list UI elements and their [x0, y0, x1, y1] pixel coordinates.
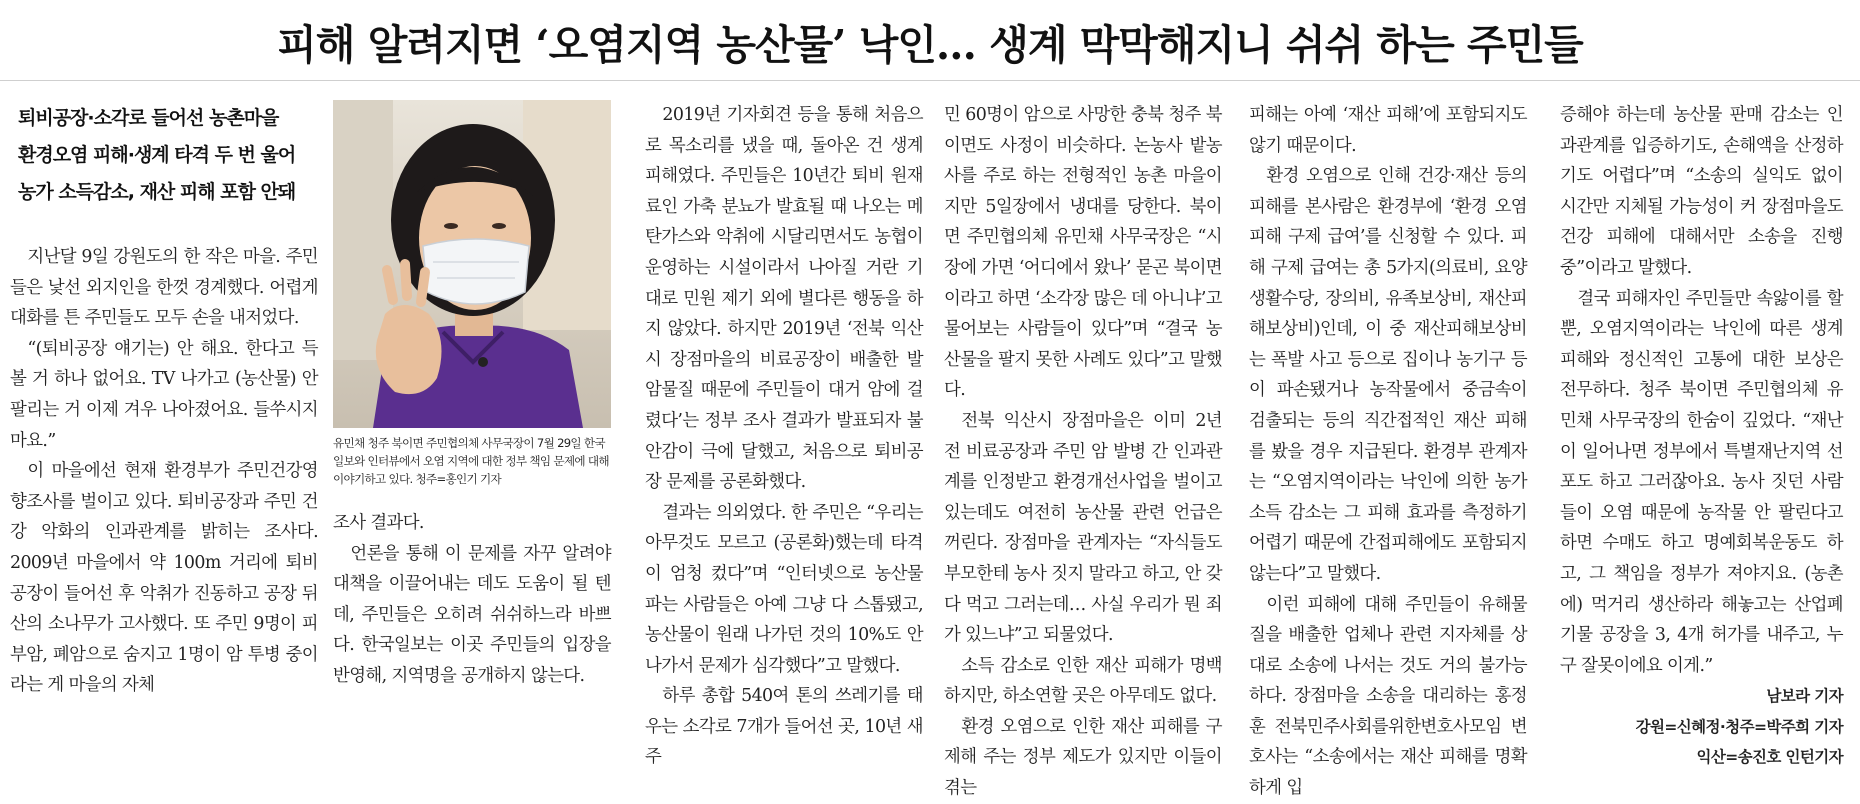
paragraph: 지난달 9일 강원도의 한 작은 마을. 주민들은 낯선 외지인을 한껏 경계했다. 어렵게 대화를 튼 주민들도 모두 손을 내저었다.	[10, 247, 318, 329]
paragraph: 이 마을에선 현재 환경부가 주민건강영향조사를 벌이고 있다. 퇴비공장과 주민 건강 악화의 인과관계를 밝히는 조사다. 2009년 마을에서 약 100m 거리에 퇴비공장이 들어선 후 악취가 진동하고 공장 뒤 산의 소나무가 고사했다. 또 주민 9명이 피부암, 폐암으로 숨지고 1명이 암 투병 중이라는 게 마을의 자체	[10, 461, 318, 696]
paragraph: 전북 익산시 장점마을은 이미 2년 전 비료공장과 주민 암 발병 간 인과관계를 인정받고 환경개선사업을 벌이고 있는데도 여전히 농산물 관련 언급은 꺼린다. 장점마을 관계자는 “자식들도 부모한테 농사 짓지 말라고 하고, 안 갖다 먹고 그러는데… 사실 우리가 뭔 죄가 있느냐”고 되물었다.	[944, 410, 1222, 646]
byline-line: 강원=신혜정·청주=박주희 기자	[1635, 717, 1843, 736]
subheadline-line: 농가 소득감소, 재산 피해 포함 안돼	[18, 181, 296, 203]
headline: 피해 알려지면 ‘오염지역 농산물’ 낙인… 생계 막막해지니 쉬쉬 하는 주민들	[277, 21, 1583, 69]
byline-line: 남보라 기자	[1766, 687, 1843, 706]
paragraph: 민 60명이 암으로 사망한 충북 청주 북이면도 사정이 비슷하다. 논농사 밭농사를 주로 하는 전형적인 농촌 마을이지만 5일장에서 냉대를 당한다. 북이면 주민협의체 유민채 사무국장은 “시장에 가면 ‘어디에서 왔나’ 묻곤 북이면이라고 하면 ‘소각장 많은 데 아니냐’고 물어보는 사람들이 있다”며 “결국 농산물을 팔지 못한 사례도 있다”고 말했다.	[944, 105, 1222, 401]
header-rule	[0, 80, 1860, 81]
interview-photo	[333, 100, 611, 428]
paragraph: 소득 감소로 인한 재산 피해가 명백하지만, 하소연할 곳은 아무데도 없다.	[944, 655, 1222, 707]
woman-portrait-image	[333, 100, 611, 428]
paragraph: 조사 결과다.	[333, 513, 424, 533]
article-column-3	[645, 100, 923, 773]
paragraph: 이런 피해에 대해 주민들이 유해물질을 배출한 업체나 관련 지자체를 상대로 소송에 나서는 것도 거의 불가능하다. 장점마을 소송을 대리하는 홍정훈 전북민주사회를위한변호사모임 변호사는 “소송에서는 재산 피해를 명확하게 입	[1249, 594, 1527, 799]
article-column-5	[1249, 100, 1527, 804]
paragraph: 환경 오염으로 인한 재산 피해를 구제해 주는 정부 제도가 있지만 이들이 겪는	[944, 716, 1222, 799]
paragraph: 증해야 하는데 농산물 판매 감소는 인과관계를 입증하기도, 손해액을 산정하기도 어렵다”며 “소송의 실익도 없이 시간만 지체될 가능성이 커 장점마을도 건강 피해에 대해서만 소송을 진행 중”이라고 말했다.	[1560, 105, 1843, 278]
byline	[1560, 681, 1843, 773]
paragraph: 피해는 아예 ‘재산 피해’에 포함되지도 않기 때문이다.	[1249, 105, 1527, 156]
subheadline-line: 환경오염 피해·생계 타격 두 번 울어	[18, 144, 296, 166]
article-column-2	[333, 508, 611, 692]
article-column-6	[1560, 100, 1843, 773]
paragraph: 결국 피해자인 주민들만 속앓이를 할 뿐, 오염지역이라는 낙인에 따른 생계 피해와 정신적인 고통에 대한 보상은 전무하다. 청주 북이면 주민협의체 유민채 사무국장의 한숨이 깊었다. “재난이 일어나면 정부에서 특별재난지역 선포도 하고 그러잖아요. 농사 짓던 사람들이 오염 때문에 농작물 안 팔린다고 하면 수매도 하고 명예회복운동도 하고, 그 책임을 정부가 져야지요. (농촌에) 먹거리 생산하라 해놓고는 산업폐기물 공장을 3, 4개 허가를 내주고, 누구 잘못이에요 이게.”	[1560, 288, 1843, 676]
subheadline	[18, 100, 318, 211]
paragraph: 2019년 기자회견 등을 통해 처음으로 목소리를 냈을 때, 돌아온 건 생계 피해였다. 주민들은 10년간 퇴비 원재료인 가축 분뇨가 발효될 때 나오는 메탄가스와 악취에 시달리면서도 농협이 운영하는 시설이라서 나아질 거란 기대로 민원 제기 외에 별다른 행동을 하지 않았다. 하지만 2019년 ‘전북 익산시 장점마을의 비료공장이 배출한 발암물질 때문에 주민들이 대거 암에 걸렸다’는 정부 조사 결과가 발표되자 불안감이 극에 달했고, 처음으로 퇴비공장 문제를 공론화했다.	[645, 105, 923, 493]
paragraph: 결과는 의외였다. 한 주민은 “우리는 아무것도 모르고 (공론화)했는데 타격이 엄청 컸다”며 “인터넷으로 농산물 파는 사람들은 아예 그냥 다 스톱됐고, 농산물이 원래 나가던 것의 10%도 안 나가서 문제가 심각했다”고 말했다.	[645, 502, 923, 676]
article-column-1	[10, 242, 318, 701]
subheadline-line: 퇴비공장·소각로 들어선 농촌마을	[18, 107, 279, 129]
byline-line: 익산=송진호 인턴기자	[1696, 748, 1843, 767]
paragraph: 환경 오염으로 인해 건강·재산 등의 피해를 본사람은 환경부에 ‘환경 오염 피해 구제 급여’를 신청할 수 있다. 피해 구제 급여는 총 5가지(의료비, 요양생활수당, 장의비, 유족보상비, 재산피해보상비)인데, 이 중 재산피해보상비는 폭발 사고 등으로 집이나 농기구 등이 파손됐거나 농작물에서 중금속이 검출되는 등의 직간접적인 재산 피해를 봤을 경우 지급된다. 환경부 관계자는 “오염지역이라는 낙인에 의한 농가 소득 감소는 그 피해 효과를 측정하기 어렵기 때문에 간접피해에도 포함되지 않는다”고 말했다.	[1249, 166, 1527, 584]
photo-caption: 유민채 청주 북이면 주민협의체 사무국장이 7월 29일 한국일보와 인터뷰에서 오염 지역에 대한 정부 책임 문제에 대해 이야기하고 있다. 청주=홍인기 기자	[333, 436, 609, 486]
article-column-4	[944, 100, 1222, 804]
paragraph: 언론을 통해 이 문제를 자꾸 알려야 대책을 이끌어내는 데도 도움이 될 텐데, 주민들은 오히려 쉬쉬하느라 바쁘다. 한국일보는 이곳 주민들의 입장을 반영해, 지역명을 공개하지 않는다.	[333, 543, 611, 686]
paragraph: “(퇴비공장 얘기는) 안 해요. 한다고 득 볼 거 하나 없어요. TV 나가고 (농산물) 안 팔리는 거 이제 겨우 나아졌어요. 들쑤시지 마요.”	[10, 338, 318, 451]
paragraph: 하루 총합 540여 톤의 쓰레기를 태우는 소각로 7개가 들어선 곳, 10년 새 주	[645, 686, 923, 768]
